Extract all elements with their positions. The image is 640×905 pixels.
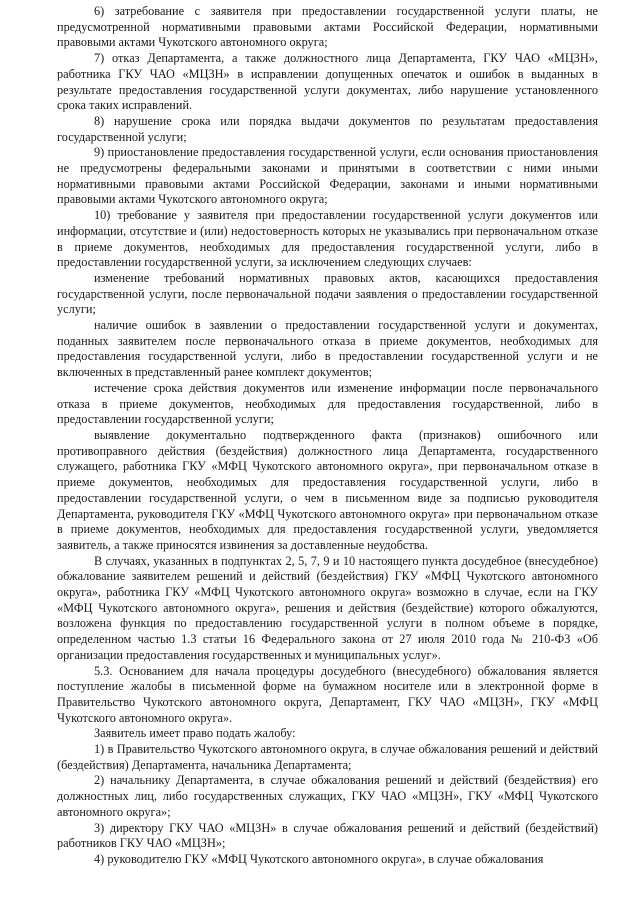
paragraph-complaint-target-4: 4) руководителю ГКУ «МФЦ Чукотского автономного округа», в случае обжалования (94, 851, 544, 866)
paragraph-item-9: 9) приостановление предоставления государственной услуги, если основания приостановления не предусмотрены федеральными законами и принятыми в соответствии с ними иными нормативными правовыми актами Российской Федерации, законами и иными нормативными правовыми актами Чукотского автономного округа; (57, 145, 598, 207)
paragraph-case-requirements-change: изменение требований нормативных правовых актов, касающихся предоставления государственной услуги, после первоначальной подачи заявления о предоставлении государственной услуги; (57, 270, 598, 317)
paragraph-item-7: 7) отказ Департамента, а также должностного лица Департамента, ГКУ ЧАО «МЦЗН», работника ГКУ ЧАО «МЦЗН» в исправлении допущенных опечаток и ошибок в выданных в результате предоставления государственной услуги документах, либо нарушение установленного срока таких исправлений. (57, 51, 598, 113)
paragraph-item-10: 10) требование у заявителя при предоставлении государственной услуги документов или информации, отсутствие и (или) недостоверность которых не указывались при первоначальном отказе в приеме документов, необходимых для предоставления государственной услуги, либо в предоставлении государственной услуги, за исключением следующих случаев: (57, 208, 598, 270)
paragraph-mfc-appeal-cases: В случаях, указанных в подпунктах 2, 5, 7, 9 и 10 настоящего пункта досудебное (внесудебное) обжалование заявителем решений и действий (бездействия) ГКУ «МФЦ Чукотского автономного округа», работника ГКУ «МФЦ Чукотского автономного округа» возможно в случае, если на ГКУ «МФЦ Чукотского автономного округа», решения и действия (бездействие) которого обжалуются, возложена функция по предоставлению государственной услуги в полном объеме в порядке, определенном частью 1.3 статьи 16 Федерального закона от 27 июля 2010 года № 210-ФЗ «Об организации предоставления государственных и муниципальных услуг». (57, 553, 598, 662)
paragraph-complaint-target-2: 2) начальнику Департамента, в случае обжалования решений и действий (бездействия) его должностных лиц, либо государственных служащих, ГКУ ЧАО «МЦЗН», ГКУ «МФЦ Чукотского автономного округа»; (57, 773, 598, 819)
paragraph-complaint-target-3: 3) директору ГКУ ЧАО «МЦЗН» в случае обжалования решений и действий (бездействий) работников ГКУ ЧАО «МЦЗН»; (57, 820, 598, 851)
paragraph-case-wrongful-action: выявление документально подтвержденного факта (признаков) ошибочного или противоправного действия (бездействия) должностного лица Департамента, государственного служащего, работника ГКУ «МФЦ Чукотского автономного округа», при первоначальном отказе в приеме документов, необходимых для предоставления государственной услуги, либо в предоставлении государственной услуги, о чем в письменном виде за подписью руководителя Департамента, руководителя ГКУ «МФЦ Чукотского автономного округа» при первоначальном отказе в приеме документов, необходимых для предоставления государственной услуги, уведомляется заявитель, а также приносятся извинения за доставленные неудобства. (57, 427, 598, 552)
paragraph-item-8: 8) нарушение срока или порядка выдачи документов по результатам предоставления государственной услуги; (57, 113, 598, 144)
paragraph-case-errors-in-application: наличие ошибок в заявлении о предоставлении государственной услуги и документах, поданных заявителем после первоначального отказа в приеме документов, необходимых для предоставления государственной услуги, либо в предоставлении государственной услуги и не включенных в представленный ранее комплект документов; (57, 318, 598, 380)
document-body (57, 4, 598, 868)
paragraph-item-6: 6) затребование с заявителя при предоставлении государственной услуги платы, не предусмотренной нормативными правовыми актами Российской Федерации, нормативными правовыми актами Чукотского автономного округа; (57, 4, 598, 50)
paragraph-complaint-target-1: 1) в Правительство Чукотского автономного округа, в случае обжалования решений и действий (бездействия) Департамента, начальника Департамента; (57, 742, 598, 772)
paragraph-right-to-complain: Заявитель имеет право подать жалобу: (94, 726, 296, 741)
paragraph-case-documents-expired: истечение срока действия документов или изменение информации после первоначального отказа в приеме документов, необходимых для предоставления государственной, либо в предоставлении государственной услуги; (57, 380, 598, 427)
paragraph-section-5-3: 5.3. Основанием для начала процедуры досудебного (внесудебного) обжалования является поступление жалобы в письменной форме на бумажном носителе или в электронной форме в Правительство Чукотского автономного округа, Департамент, ГКУ ЧАО «МЦЗН», ГКУ «МФЦ Чукотского автономного округа». (57, 663, 598, 725)
